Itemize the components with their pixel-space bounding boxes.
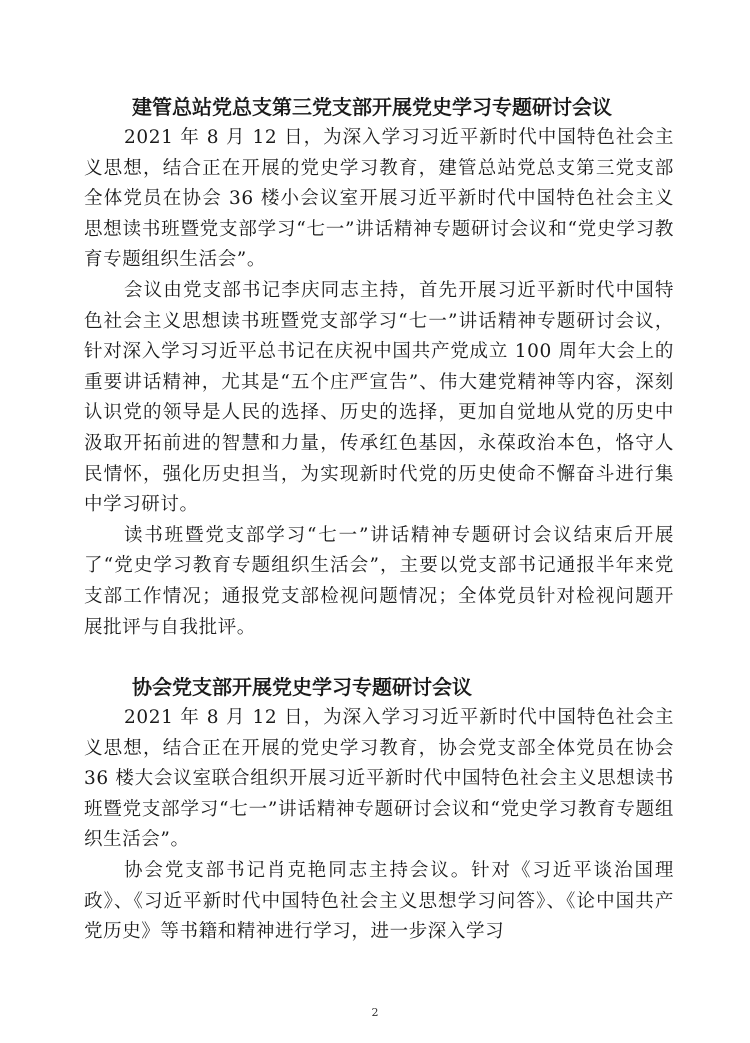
section-title-1: 建管总站党总支第三党支部开展党史学习专题研讨会议 — [132, 95, 612, 119]
section-1-paragraph-1: 2021 年 8 月 12 日，为深入学习习近平新时代中国特色社会主义思想，结合正在开展的党史学习教育，建管总站党总支第三党支部全体党员在协会 36 楼小会议室开展习近平新时代中国特色社会主义思想读书班暨党支部学习“七一”讲话精神专题研讨会议和“党史学习教育专题组织生活会”。 — [84, 127, 674, 271]
section-1-paragraph-3: 读书班暨党支部学习“七一”讲话精神专题研讨会议结束后开展了“党史学习教育专题组织生活会”，主要以党支部书记通报半年来党支部工作情况；通报党支部检视问题情况；全体党员针对检视问题开展批评与自我批评。 — [84, 524, 674, 638]
section-title-2: 协会党支部开展党史学习专题研讨会议 — [132, 675, 472, 700]
page-number: 2 — [371, 1006, 379, 1019]
section-2-paragraph-1: 2021 年 8 月 12 日，为深入学习习近平新时代中国特色社会主义思想，结合正在开展的党史学习教育，协会党支部全体党员在协会 36 楼大会议室联合组织开展习近平新时代中国特色社会主义思想读书班暨党支部学习“七一”讲话精神专题研讨会议和“党史学习教育专题组织生活会”。 — [84, 707, 674, 851]
section-2-paragraph-2: 协会党支部书记肖克艳同志主持会议。针对《习近平谈治国理政》、《习近平新时代中国特色社会主义思想学习问答》、《论中国共产党历史》等书籍和精神进行学习，进一步深入学习 — [84, 860, 674, 943]
article-section-2 — [84, 672, 674, 948]
article-section-1 — [84, 92, 674, 643]
document-body — [84, 92, 674, 948]
section-spacer — [84, 643, 674, 672]
section-1-paragraph-2: 会议由党支部书记李庆同志主持，首先开展习近平新时代中国特色社会主义思想读书班暨党支部学习“七一”讲话精神专题研讨会议，针对深入学习习近平总书记在庆祝中国共产党成立 100 周年大会上的重要讲话精神，尤其是“五个庄严宣告”、伟大建党精神等内容，深刻认识党的领导是人民的选择、历史的选择，更加自觉地从党的历史中汲取开拓前进的智慧和力量，传承红色基因，永葆政治本色，恪守人民情怀，强化历史担当，为实现新时代党的历史使命不懈奋斗进行集中学习研讨。 — [84, 279, 674, 516]
